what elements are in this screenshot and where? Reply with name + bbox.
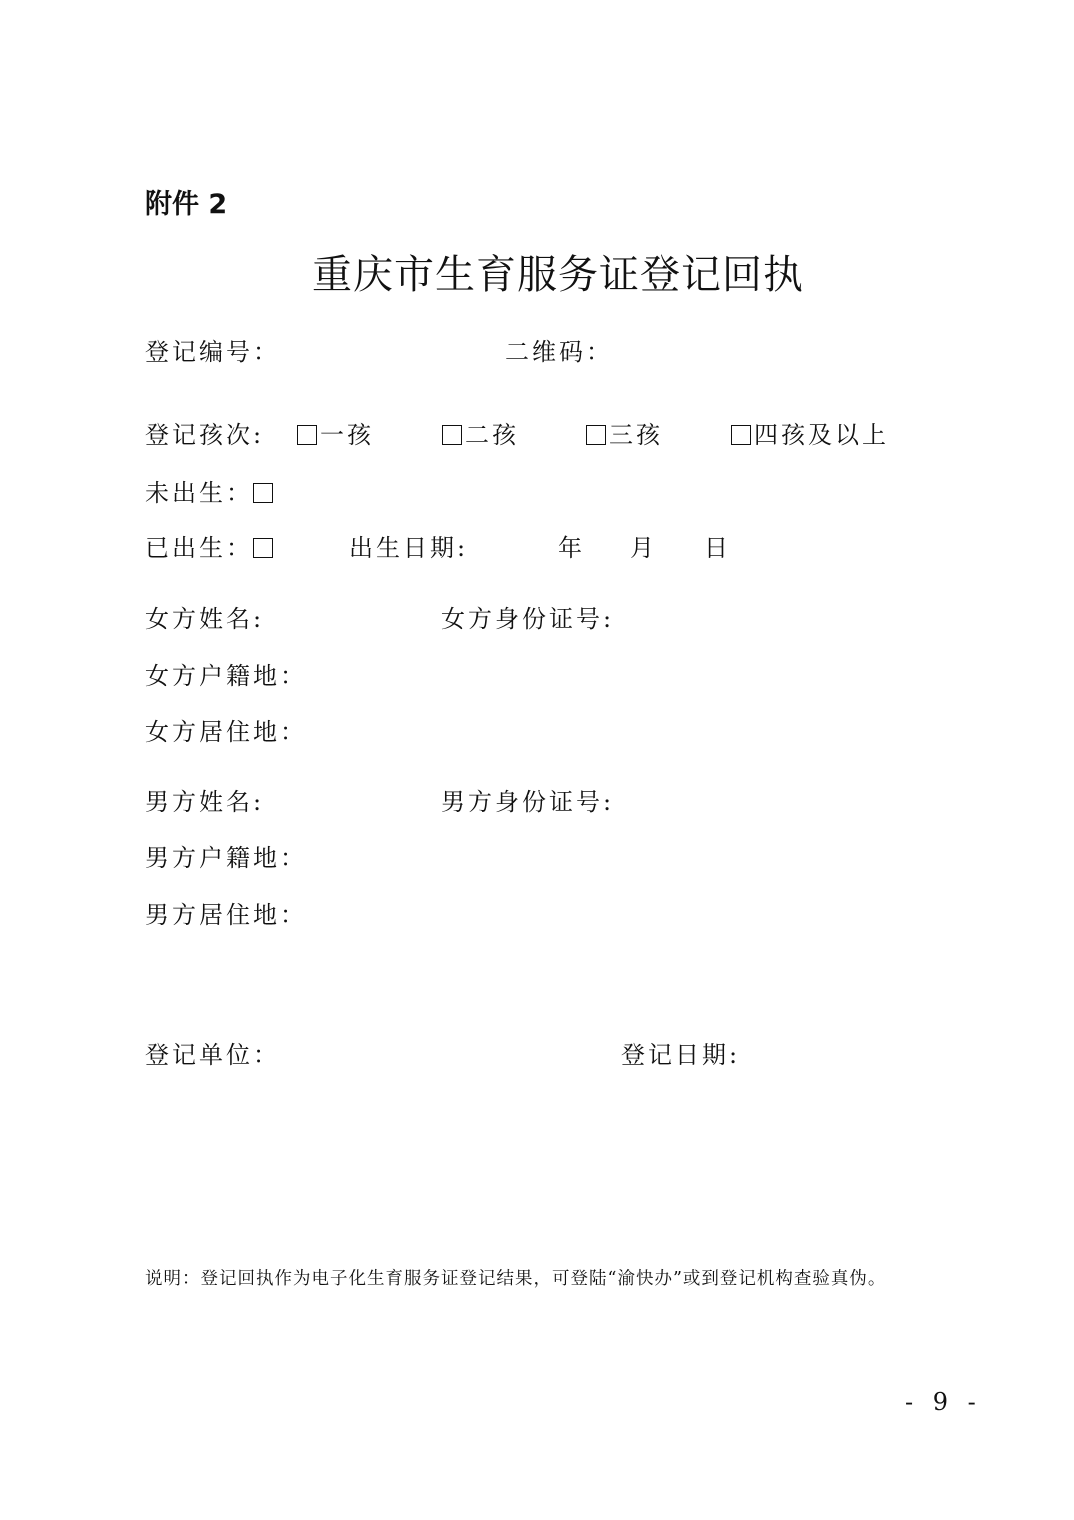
checkbox-icon[interactable] [253,538,273,558]
option-label: 四孩及以上 [754,421,889,449]
checkbox-icon[interactable] [731,425,751,445]
attachment-label: 附件 2 [145,189,228,220]
registration-unit-label: 登记单位： [145,1041,280,1069]
male-residence-label: 男方居住地： [145,901,307,929]
explanatory-note: 说明：登记回执作为电子化生育服务证登记结果，可登陆“渝快办”或到登记机构查验真伪。 [145,1269,887,1289]
female-household-label: 女方户籍地： [145,662,307,690]
birth-month-label: 月 [630,534,657,562]
checkbox-icon[interactable] [253,483,273,503]
child-order-option-1[interactable] [297,423,374,447]
page-number: - 9 - [905,1388,982,1416]
female-name-label: 女方姓名: [145,605,265,633]
registration-date-label: 登记日期: [621,1041,741,1069]
born-row [145,536,276,560]
male-household-label: 男方户籍地： [145,844,307,872]
child-order-option-2[interactable] [442,423,519,447]
male-id-label: 男方身份证号: [441,788,615,816]
option-label: 一孩 [320,421,374,449]
female-residence-label: 女方居住地： [145,718,307,746]
document-title: 重庆市生育服务证登记回执 [312,252,804,298]
checkbox-icon[interactable] [586,425,606,445]
option-label: 三孩 [609,421,663,449]
child-order-option-3[interactable] [586,423,663,447]
birth-day-label: 日 [704,534,731,562]
child-order-option-4[interactable] [731,423,889,447]
not-born-row [145,481,276,505]
option-label: 二孩 [465,421,519,449]
female-id-label: 女方身份证号: [441,605,615,633]
not-born-label: 未出生： [145,479,253,507]
birth-date-label: 出生日期: [349,534,469,562]
qr-code-label: 二维码： [505,338,613,366]
checkbox-icon[interactable] [297,425,317,445]
male-name-label: 男方姓名: [145,788,265,816]
child-order-label: 登记孩次: [145,421,265,449]
registration-number-label: 登记编号： [145,338,280,366]
checkbox-icon[interactable] [442,425,462,445]
birth-year-label: 年 [558,534,585,562]
born-label: 已出生： [145,534,253,562]
